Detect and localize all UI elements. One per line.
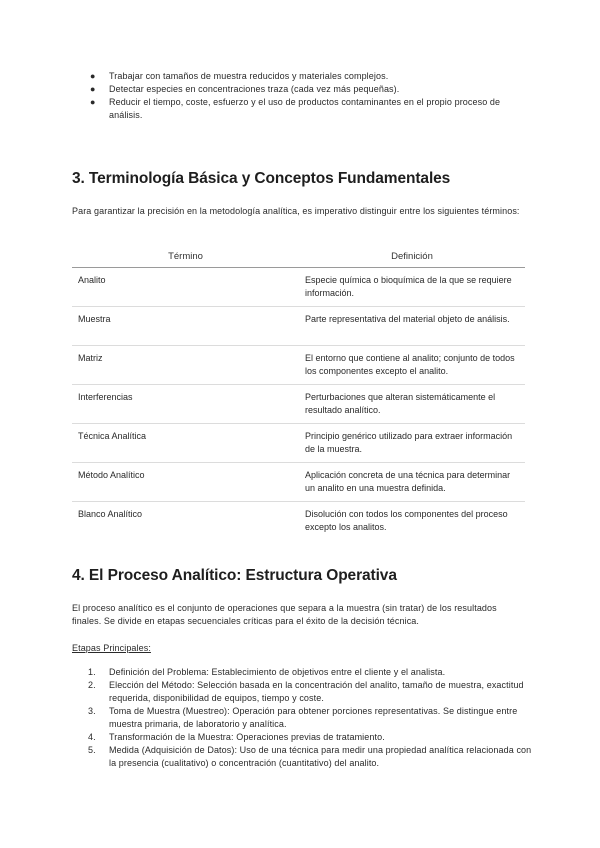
step-text: Medida (Adquisición de Datos): Uso de una técnica para medir una propiedad analítica relacionada con la presencia (cualitativo) o concentración (cuantitativo) del analito. bbox=[109, 745, 532, 768]
list-item: ● Reducir el tiempo, coste, esfuerzo y el uso de productos contaminantes en el propio proceso de análisis. bbox=[90, 97, 501, 120]
list-item: ● Detectar especies en concentraciones traza (cada vez más pequeñas). bbox=[90, 84, 400, 94]
term-cell: Interferencias bbox=[72, 385, 299, 424]
term-cell: Blanco Analítico bbox=[78, 509, 143, 519]
table-row bbox=[72, 385, 525, 424]
table-row bbox=[72, 346, 525, 385]
definition-cell: Perturbaciones que alteran sistemáticamente el resultado analítico. bbox=[299, 385, 525, 424]
section-3-intro: Para garantizar la precisión en la metodología analítica, es imperativo distinguir entre los siguientes términos: bbox=[72, 206, 520, 216]
table-row bbox=[72, 424, 525, 463]
list-item bbox=[72, 679, 532, 705]
term-cell: Muestra bbox=[72, 307, 299, 346]
list-item bbox=[72, 705, 532, 731]
list-item: ● Trabajar con tamaños de muestra reducidos y materiales complejos. bbox=[90, 71, 389, 81]
step-number: 5. bbox=[88, 745, 96, 755]
list-item bbox=[72, 666, 532, 679]
table-row bbox=[72, 307, 525, 346]
stages-subheading: Etapas Principales: bbox=[72, 643, 151, 653]
definition-cell: El entorno que contiene al analito; conjunto de todos los componentes excepto el analito. bbox=[299, 346, 525, 385]
process-steps-list bbox=[72, 666, 532, 770]
step-number: 3. bbox=[88, 706, 96, 716]
definition-cell: Principio genérico utilizado para extraer información de la muestra. bbox=[299, 424, 525, 463]
step-text: Definición del Problema: Establecimiento de objetivos entre el cliente y el analista. bbox=[109, 667, 446, 677]
step-text: Toma de Muestra (Muestreo): Operación para obtener porciones representativas. Se distingue entre muestra primaria, de laboratorio y analítica. bbox=[109, 706, 518, 729]
definition-cell: Disolución con todos los componentes del proceso excepto los analitos. bbox=[305, 509, 508, 532]
table-row bbox=[72, 268, 525, 307]
column-header-definition: Definición bbox=[299, 246, 525, 268]
section-4-intro: El proceso analítico es el conjunto de operaciones que separa a la muestra (sin tratar) de los resultados finales. Se divide en etapas secuenciales críticas para el éxito de la decisión técnica. bbox=[72, 603, 497, 626]
definition-cell: Especie química o bioquímica de la que se requiere información. bbox=[299, 268, 525, 307]
table-header-row bbox=[72, 246, 525, 268]
column-header-term: Término bbox=[72, 246, 299, 268]
step-number: 4. bbox=[88, 732, 96, 742]
step-number: 2. bbox=[88, 680, 96, 690]
term-cell: Método Analítico bbox=[72, 463, 299, 502]
definition-cell: Aplicación concreta de una técnica para determinar un analito en una muestra definida. bbox=[299, 463, 525, 502]
section-4-heading: 4. El Proceso Analítico: Estructura Operativa bbox=[72, 567, 397, 584]
step-number: 1. bbox=[88, 667, 96, 677]
term-cell: Matriz bbox=[72, 346, 299, 385]
bullet-icon: ● bbox=[90, 71, 96, 81]
term-cell: Técnica Analítica bbox=[72, 424, 299, 463]
intro-bullet-list bbox=[72, 70, 532, 122]
table-row bbox=[72, 502, 525, 541]
section-3-heading: 3. Terminología Básica y Conceptos Fundamentales bbox=[72, 170, 451, 187]
list-item bbox=[72, 731, 532, 744]
term-cell: Analito bbox=[72, 268, 299, 307]
bullet-icon: ● bbox=[90, 97, 96, 107]
step-text: Elección del Método: Selección basada en la concentración del analito, tamaño de muestra, exactitud requerida, disponibilidad de equipos, tiempo y coste. bbox=[109, 680, 524, 703]
table-row bbox=[72, 463, 525, 502]
bullet-icon: ● bbox=[90, 84, 96, 94]
list-item bbox=[72, 744, 532, 770]
terminology-table bbox=[72, 246, 525, 540]
definition-cell: Parte representativa del material objeto de análisis. bbox=[299, 307, 525, 346]
step-text: Transformación de la Muestra: Operaciones previas de tratamiento. bbox=[109, 732, 385, 742]
